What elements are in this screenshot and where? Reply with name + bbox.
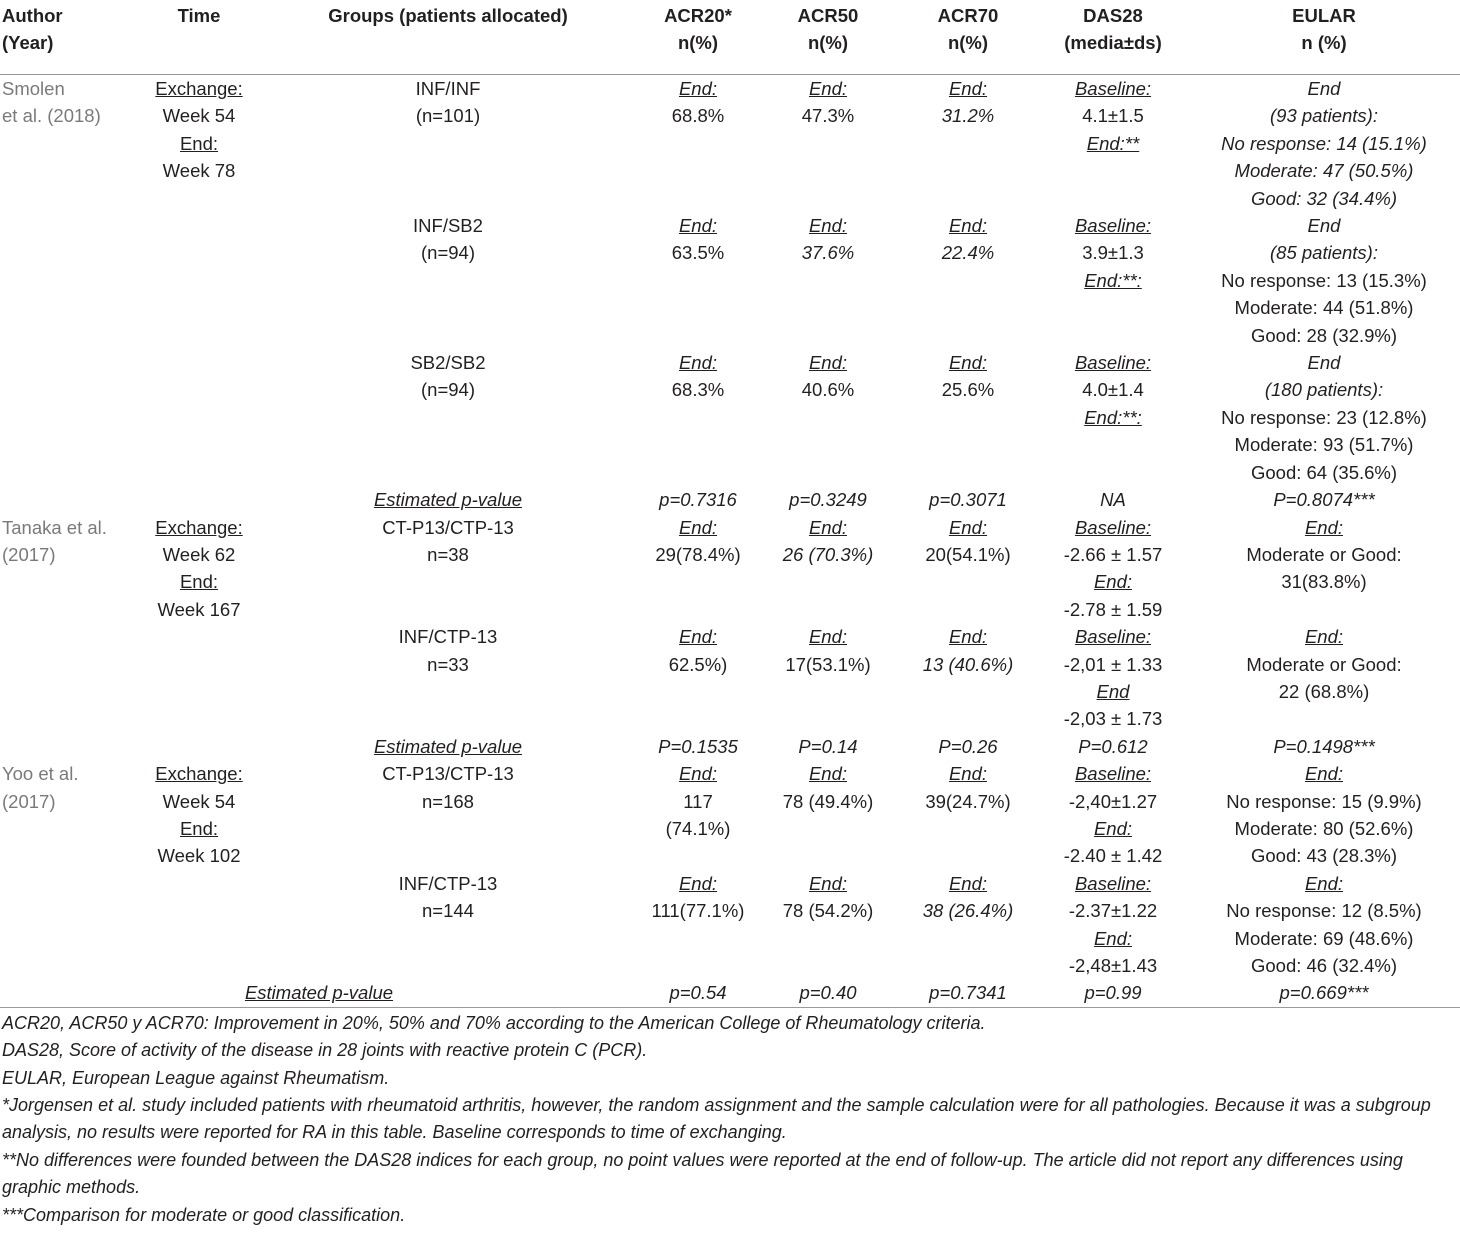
cell-acr50 (758, 733, 898, 760)
cell-text: (n=94) (421, 379, 475, 401)
cell-text: Estimated p-value (244, 982, 394, 1004)
cell-das28 (1038, 486, 1188, 513)
column-header-text: Author (2, 5, 63, 26)
column-header-acr20 (638, 0, 758, 75)
cell-acr50 (758, 623, 898, 733)
cell-text: Baseline: (1074, 78, 1152, 99)
cell-text: Week 54 (162, 105, 236, 127)
table-row (0, 486, 1460, 513)
cell-text: (85 patients): (1270, 242, 1378, 264)
cell-text: et al. (2018) (2, 105, 101, 127)
cell-text: No response: 12 (8.5%) (1226, 900, 1422, 922)
cell-text: End: (678, 626, 718, 648)
cell-text: End: (678, 763, 718, 785)
cell-text: Baseline: (1074, 872, 1152, 894)
cell-acr50 (758, 486, 898, 513)
cell-text: End: (948, 215, 988, 237)
cell-text: 22.4% (941, 242, 995, 264)
cell-acr20 (638, 514, 758, 624)
cell-text: 68.8% (671, 105, 725, 127)
cell-text: Moderate: 93 (51.7%) (1234, 434, 1414, 456)
cell-eular (1188, 514, 1460, 624)
cell-acr70 (898, 870, 1038, 980)
table-row (0, 514, 1460, 624)
cell-text: Estimated p-value (373, 489, 523, 511)
cell-text: INF/INF (415, 78, 481, 99)
cell-time (140, 486, 258, 513)
cell-eular (1188, 733, 1460, 760)
cell-text: n=38 (427, 543, 469, 565)
cell-acr70 (898, 733, 1038, 760)
cell-text: End: (808, 352, 848, 374)
column-header-text: Time (177, 5, 221, 26)
cell-text: p=0.669*** (1279, 982, 1369, 1004)
table-row (0, 623, 1460, 733)
table-footnotes (0, 1008, 1460, 1229)
cell-text: End: (179, 571, 219, 593)
cell-text: Good: 64 (35.6%) (1250, 461, 1398, 483)
cell-text: NA (1100, 489, 1126, 511)
cell-text: p=0.3249 (789, 489, 867, 511)
cell-text: P=0.1535 (658, 735, 738, 757)
cell-text: Baseline: (1074, 516, 1152, 538)
cell-acr20 (638, 733, 758, 760)
cell-das28 (1038, 349, 1188, 486)
cell-das28 (1038, 75, 1188, 213)
cell-text: Good: 43 (28.3%) (1250, 845, 1398, 867)
cell-time (140, 349, 258, 486)
cell-text: 111(77.1%) (651, 900, 745, 922)
cell-text: End: (1304, 516, 1344, 538)
cell-text: (2017) (2, 790, 56, 812)
cell-acr20 (638, 623, 758, 733)
cell-acr20 (638, 760, 758, 870)
cell-text: n=33 (427, 653, 469, 675)
cell-text: -2.78 ± 1.59 (1063, 598, 1163, 620)
cell-text: End: (948, 763, 988, 785)
cell-time (140, 733, 258, 760)
column-header-text: DAS28 (1083, 5, 1143, 26)
cell-text: P=0.14 (798, 735, 858, 757)
cell-group (258, 349, 638, 486)
cell-das28 (1038, 733, 1188, 760)
table-row (0, 979, 1460, 1007)
cell-acr20 (638, 979, 758, 1007)
cell-text: End: (1304, 872, 1344, 894)
cell-eular (1188, 870, 1460, 980)
column-header-text: n(%) (677, 32, 719, 53)
cell-acr70 (898, 486, 1038, 513)
cell-text: P=0.612 (1078, 735, 1148, 757)
cell-text: End: (1093, 817, 1133, 839)
cell-das28 (1038, 979, 1188, 1007)
cell-text: Week 78 (162, 160, 236, 182)
column-header-text: EULAR (1292, 5, 1356, 26)
cell-time (140, 514, 258, 624)
cell-group (258, 623, 638, 733)
cell-group (258, 760, 638, 870)
cell-acr50 (758, 760, 898, 870)
cell-text: -2.40 ± 1.42 (1063, 845, 1163, 867)
cell-group (258, 75, 638, 213)
cell-acr50 (758, 979, 898, 1007)
cell-text: n=144 (422, 900, 474, 922)
cell-text: INF/CTP-13 (398, 626, 498, 648)
cell-text: Moderate: 44 (51.8%) (1234, 297, 1414, 319)
cell-text: P=0.8074*** (1273, 489, 1375, 511)
cell-text: End: (678, 215, 718, 237)
cell-text: 39(24.7%) (925, 790, 1011, 812)
cell-text: 26 (70.3%) (782, 543, 874, 565)
footnote: ***Comparison for moderate or good classification. (2, 1204, 406, 1225)
cell-text: End: (179, 817, 219, 839)
cell-author (0, 514, 140, 624)
column-header-text: ACR50 (797, 5, 859, 26)
cell-text: 62.5%) (668, 653, 728, 675)
column-header-das28 (1038, 0, 1188, 75)
cell-text: 40.6% (801, 379, 855, 401)
cell-text: Good: 32 (34.4%) (1250, 187, 1398, 209)
column-header-text: ACR20* (664, 5, 732, 26)
cell-text: 29(78.4%) (655, 543, 741, 565)
cell-text: Baseline: (1074, 763, 1152, 785)
cell-text: (n=94) (421, 242, 475, 264)
column-header-text: n(%) (807, 32, 849, 53)
cell-text: 38 (26.4%) (922, 900, 1014, 922)
cell-acr50 (758, 349, 898, 486)
table-body (0, 75, 1460, 1008)
cell-eular (1188, 212, 1460, 349)
cell-text: No response: 15 (9.9%) (1226, 790, 1422, 812)
cell-text: -2.37±1.22 (1068, 900, 1158, 922)
cell-text: End: (808, 872, 848, 894)
cell-author (0, 623, 140, 733)
cell-acr20 (638, 486, 758, 513)
cell-text: End (1096, 680, 1130, 702)
cell-das28 (1038, 212, 1188, 349)
cell-text: 68.3% (671, 379, 725, 401)
cell-acr20 (638, 349, 758, 486)
cell-text: SB2/SB2 (410, 352, 486, 374)
cell-text: Exchange: (155, 516, 243, 538)
table-row (0, 212, 1460, 349)
cell-das28 (1038, 623, 1188, 733)
cell-text: 4.1±1.5 (1082, 105, 1144, 127)
cell-text: -2,03 ± 1.73 (1063, 708, 1163, 730)
cell-text: -2.66 ± 1.57 (1063, 543, 1163, 565)
cell-text: End: (678, 516, 718, 538)
cell-acr50 (758, 870, 898, 980)
cell-text: End: (1304, 763, 1344, 785)
column-header-acr50 (758, 0, 898, 75)
cell-text: p=0.99 (1084, 982, 1142, 1004)
cell-text: End: (948, 872, 988, 894)
cell-das28 (1038, 514, 1188, 624)
footnote: *Jorgensen et al. study included patients with rheumatoid arthritis, however, the random assignment and the sample calculation were for all pathologies. Because it was a subgroup analysis, no results were reported for RA in this table. Baseline corresponds to time of exchanging. (2, 1095, 1431, 1143)
cell-acr70 (898, 349, 1038, 486)
cell-text: Estimated p-value (373, 735, 523, 757)
cell-time (140, 870, 258, 980)
cell-text: 117 (683, 790, 713, 812)
cell-group (258, 212, 638, 349)
cell-das28 (1038, 870, 1188, 980)
cell-text: (74.1%) (665, 817, 731, 839)
cell-time (140, 75, 258, 213)
cell-acr70 (898, 623, 1038, 733)
cell-text: End: (1304, 626, 1344, 648)
cell-text: No response: 23 (12.8%) (1221, 406, 1427, 428)
cell-text: 3.9±1.3 (1082, 242, 1144, 264)
cell-acr50 (758, 212, 898, 349)
cell-text: Exchange: (155, 78, 243, 99)
cell-text: 47.3% (801, 105, 855, 127)
table-row (0, 870, 1460, 980)
cell-text: 22 (68.8%) (1278, 680, 1370, 702)
cell-text: (2017) (2, 543, 56, 565)
cell-acr70 (898, 514, 1038, 624)
cell-text: Baseline: (1074, 352, 1152, 374)
cell-text: -2,01 ± 1.33 (1063, 653, 1163, 675)
table-row (0, 349, 1460, 486)
cell-text: Week 102 (157, 845, 241, 867)
cell-text: End: (948, 516, 988, 538)
cell-text: Good: 46 (32.4%) (1250, 955, 1398, 976)
footnote: **No differences were founded between the DAS28 indices for each group, no point values were reported at the end of follow-up. The article did not report any differences using graphic methods. (2, 1149, 1403, 1198)
cell-author (0, 733, 140, 760)
cell-text: Moderate: 47 (50.5%) (1234, 160, 1414, 182)
cell-text: Baseline: (1074, 215, 1152, 237)
cell-time (140, 623, 258, 733)
cell-text: No response: 14 (15.1%) (1221, 132, 1427, 154)
cell-text: Yoo et al. (2, 763, 79, 785)
cell-text: 31.2% (941, 105, 995, 127)
footnote: DAS28, Score of activity of the disease in 28 joints with reactive protein C (PCR). (2, 1040, 648, 1061)
cell-group (258, 514, 638, 624)
cell-eular (1188, 349, 1460, 486)
table-row (0, 760, 1460, 870)
cell-time (140, 760, 258, 870)
cell-text: n=168 (422, 790, 474, 812)
column-header-text: Groups (patients allocated) (328, 5, 568, 26)
column-header-acr70 (898, 0, 1038, 75)
cell-text: End: (678, 78, 718, 99)
cell-text: p=0.54 (669, 982, 727, 1004)
cell-text: End: (948, 626, 988, 648)
cell-acr20 (638, 870, 758, 980)
column-header-eular (1188, 0, 1460, 75)
cell-text: End: (678, 352, 718, 374)
cell-author (0, 870, 140, 980)
cell-acr50 (758, 75, 898, 213)
cell-text: Tanaka et al. (2, 516, 107, 538)
cell-group (258, 870, 638, 980)
cell-text: Moderate or Good: (1246, 543, 1402, 565)
cell-text: CT-P13/CTP-13 (382, 763, 514, 785)
cell-text: End: (808, 626, 848, 648)
cell-text: Week 54 (162, 790, 236, 812)
cell-text: (180 patients): (1264, 379, 1384, 401)
cell-text: End: (179, 132, 219, 154)
cell-text: End:**: (1084, 269, 1142, 291)
cell-text: Exchange: (155, 763, 243, 785)
cell-text: End (1307, 78, 1341, 99)
cell-text: INF/CTP-13 (398, 872, 498, 894)
column-header-text: (Year) (2, 32, 54, 53)
cell-text: End:**: (1084, 406, 1142, 428)
cell-text: End:** (1086, 132, 1140, 154)
cell-text: p=0.40 (799, 982, 857, 1004)
cell-text: p=0.7341 (929, 982, 1007, 1004)
cell-text: End: (808, 78, 848, 99)
cell-text: End: (808, 215, 848, 237)
cell-text: End: (948, 352, 988, 374)
cell-text: End (1307, 352, 1341, 374)
cell-text: 17(53.1%) (785, 653, 871, 675)
cell-text: End: (1093, 927, 1133, 949)
cell-text: P=0.1498*** (1273, 735, 1375, 757)
cell-text: Week 62 (162, 543, 236, 565)
cell-acr70 (898, 760, 1038, 870)
table-row (0, 75, 1460, 213)
cell-text: p=0.3071 (929, 489, 1007, 511)
cell-text: Moderate: 80 (52.6%) (1234, 817, 1414, 839)
cell-text: 78 (49.4%) (782, 790, 874, 812)
cell-text: 13 (40.6%) (922, 653, 1014, 675)
cell-text: CT-P13/CTP-13 (382, 516, 514, 538)
cell-author (0, 349, 140, 486)
cell-text: 20(54.1%) (925, 543, 1011, 565)
table-header (0, 0, 1460, 75)
table-row (0, 733, 1460, 760)
cell-text: Moderate: 69 (48.6%) (1234, 927, 1414, 949)
cell-text: 78 (54.2%) (782, 900, 874, 922)
column-header-author-year (0, 0, 140, 75)
cell-text: (n=101) (415, 105, 481, 127)
cell-text: P=0.26 (938, 735, 998, 757)
cell-text: Smolen (2, 78, 65, 99)
cell-author (0, 212, 140, 349)
cell-author (0, 75, 140, 213)
cell-text: 4.0±1.4 (1082, 379, 1144, 401)
cell-text: End: (808, 516, 848, 538)
cell-author (0, 760, 140, 870)
cell-text: -2,40±1.27 (1068, 790, 1158, 812)
cell-eular (1188, 760, 1460, 870)
cell-text: 31(83.8%) (1281, 571, 1367, 593)
cell-text: Week 167 (157, 598, 241, 620)
column-header-text: (media±ds) (1064, 32, 1162, 53)
cell-eular (1188, 75, 1460, 213)
cell-text: (93 patients): (1270, 105, 1378, 127)
cell-eular (1188, 623, 1460, 733)
cell-group_span (0, 979, 638, 1007)
cell-eular (1188, 486, 1460, 513)
cell-group (258, 733, 638, 760)
cell-text: 25.6% (941, 379, 995, 401)
cell-text: End: (678, 872, 718, 894)
cell-text: End: (808, 763, 848, 785)
cell-eular (1188, 979, 1460, 1007)
cell-time (140, 212, 258, 349)
cell-acr70 (898, 212, 1038, 349)
cell-acr50 (758, 514, 898, 624)
cell-text: -2,48±1.43 (1068, 955, 1158, 976)
footnote: EULAR, European League against Rheumatism. (2, 1067, 390, 1088)
cell-text: p=0.7316 (659, 489, 737, 511)
cell-text: No response: 13 (15.3%) (1221, 269, 1427, 291)
column-header-time (140, 0, 258, 75)
cell-acr70 (898, 75, 1038, 213)
cell-text: Good: 28 (32.9%) (1250, 324, 1398, 346)
cell-das28 (1038, 760, 1188, 870)
cell-acr70 (898, 979, 1038, 1007)
cell-text: Baseline: (1074, 626, 1152, 648)
column-header-text: n(%) (947, 32, 989, 53)
column-header-text: ACR70 (937, 5, 999, 26)
cell-text: End (1307, 215, 1341, 237)
cell-text: 37.6% (801, 242, 855, 264)
cell-text: 63.5% (671, 242, 725, 264)
cell-text: End: (948, 78, 988, 99)
cell-text: Moderate or Good: (1246, 653, 1402, 675)
cell-text: End: (1093, 571, 1133, 593)
cell-author (0, 486, 140, 513)
column-header-text: n (%) (1301, 32, 1347, 53)
cell-group (258, 486, 638, 513)
footnote: ACR20, ACR50 y ACR70: Improvement in 20%, 50% and 70% according to the American College of Rheumatology criteria. (2, 1012, 986, 1033)
column-header-groups (258, 0, 638, 75)
cell-text: INF/SB2 (413, 215, 483, 237)
cell-acr20 (638, 212, 758, 349)
cell-acr20 (638, 75, 758, 213)
